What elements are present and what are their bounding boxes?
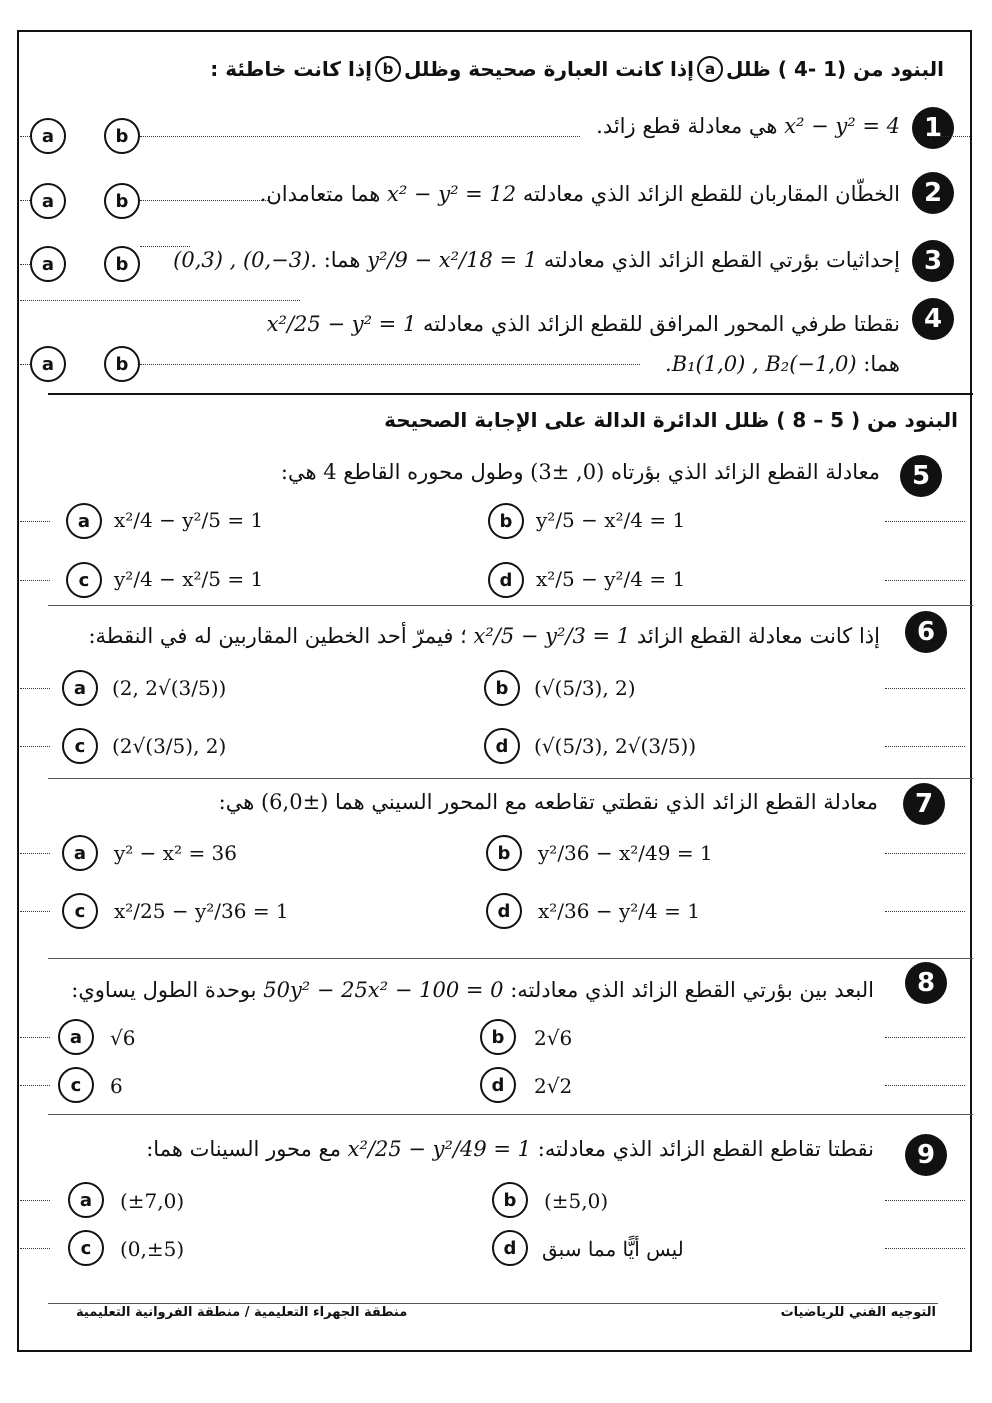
question-4-line1 <box>267 312 900 336</box>
question-5-number: 5 <box>900 455 942 497</box>
question-3-text <box>173 248 900 272</box>
q2-dotted-line <box>140 200 270 201</box>
q8-post: بوحدة الطول يساوي: <box>71 978 257 1002</box>
q5-option-b[interactable]: b <box>488 503 524 539</box>
question-7-number: 7 <box>903 783 945 825</box>
q1-dotted-line <box>140 136 580 137</box>
section1-header-c: إذا كانت خاطئة : <box>210 57 372 81</box>
q1-option-a[interactable]: a <box>30 118 66 154</box>
footer-rule <box>48 1303 938 1304</box>
q5-option-a[interactable]: a <box>66 503 102 539</box>
margin-dots-7 <box>885 688 965 689</box>
q2-pre: الخطّان المقاربان للقطع الزائد الذي معادلته <box>522 182 900 206</box>
section-divider <box>48 393 973 395</box>
true-mark-circle: a <box>697 56 723 82</box>
false-mark-circle: b <box>375 56 401 82</box>
q1-dotted-right <box>930 136 970 137</box>
question-3-number: 3 <box>912 240 954 282</box>
section1-header <box>210 56 944 82</box>
q3-pre: إحداثيات بؤرتي القطع الزائد الذي معادلته <box>543 248 900 272</box>
q6-post: ؛ فيمرّ أحد الخطين المقاربين له في النقطة: <box>88 624 467 648</box>
q4-points: .B₁(1,0) , B₂(−1,0) <box>665 352 857 376</box>
q9-option-b[interactable]: b <box>492 1182 528 1218</box>
footer-left: منطقة الجهراء التعليمية / منطقة الفروانية التعليمية <box>76 1305 408 1320</box>
q8-option-c-value: 6 <box>110 1074 123 1098</box>
q9-option-c-value: (0,±5) <box>120 1237 185 1261</box>
question-2-number: 2 <box>912 172 954 214</box>
q6-option-c[interactable]: c <box>62 728 98 764</box>
q1-equation: x² − y² = 4 <box>784 114 900 138</box>
q6-option-a-value: (2, 2√(3/5)) <box>112 676 227 700</box>
question-2-text <box>260 182 900 206</box>
question-1-number: 1 <box>912 107 954 149</box>
question-8-number: 8 <box>905 962 947 1004</box>
q9-option-d-value: ليس أيًّا مما سبق <box>542 1237 684 1261</box>
q8-option-a-value: √6 <box>110 1026 136 1050</box>
q2-equation: x² − y² = 12 <box>387 182 517 206</box>
q2-post: هما متعامدان. <box>259 182 381 206</box>
q5-option-a-value: x²/4 − y²/5 = 1 <box>114 508 264 532</box>
q6-divider <box>48 778 973 779</box>
margin-dots-13 <box>20 1037 50 1038</box>
section1-header-b: إذا كانت العبارة صحيحة وظلل <box>403 57 695 81</box>
margin-dots-11 <box>885 853 965 854</box>
q8-option-d-value: 2√2 <box>534 1074 573 1098</box>
margin-dots-6 <box>20 746 50 747</box>
margin-dots-16 <box>885 1085 965 1086</box>
q2-option-b[interactable]: b <box>104 183 140 219</box>
q5-option-b-value: y²/5 − x²/4 = 1 <box>536 508 686 532</box>
q4-line2: هما: <box>863 352 900 376</box>
footer-right: التوجيه الفني للرياضيات <box>780 1305 936 1320</box>
q7-divider <box>48 958 973 959</box>
q6-option-a[interactable]: a <box>62 670 98 706</box>
q8-option-c[interactable]: c <box>58 1067 94 1103</box>
q7-option-b-value: y²/36 − x²/49 = 1 <box>538 841 713 865</box>
margin-dots-5 <box>20 688 50 689</box>
q6-option-c-value: (2√(3/5), 2) <box>112 734 227 758</box>
q7-option-a[interactable]: a <box>62 835 98 871</box>
question-4-number: 4 <box>912 298 954 340</box>
q9-option-a[interactable]: a <box>68 1182 104 1218</box>
q3-dotted-line <box>140 246 190 247</box>
margin-dots-4 <box>885 580 965 581</box>
section1-header-a: البنود من (1 -4 ) ظلل <box>726 57 944 81</box>
margin-dots-20 <box>885 1248 965 1249</box>
margin-dots-17 <box>20 1200 50 1201</box>
q3-option-b[interactable]: b <box>104 246 140 282</box>
q5-option-c-value: y²/4 − x²/5 = 1 <box>114 567 264 591</box>
q4-dotted-line <box>140 364 640 365</box>
margin-dots-19 <box>885 1200 965 1201</box>
question-8-text <box>71 978 874 1002</box>
q9-equation: x²/25 − y²/49 = 1 <box>347 1137 532 1161</box>
q3-option-a[interactable]: a <box>30 246 66 282</box>
q7-option-c[interactable]: c <box>62 893 98 929</box>
q1-option-b[interactable]: b <box>104 118 140 154</box>
q6-option-b-value: (√(5/3), 2) <box>534 676 636 700</box>
q8-equation: 50y² − 25x² − 100 = 0 <box>263 978 504 1002</box>
q9-post: مع محور السينات هما: <box>146 1137 341 1161</box>
q6-option-d-value: (√(5/3), 2√(3/5)) <box>534 734 697 758</box>
q4-option-b[interactable]: b <box>104 346 140 382</box>
margin-dots-14 <box>20 1085 50 1086</box>
q9-option-d[interactable]: d <box>492 1230 528 1266</box>
q4-pre: نقطتا طرفي المحور المرافق للقطع الزائد الذي معادلته <box>423 312 900 336</box>
q9-option-c[interactable]: c <box>68 1230 104 1266</box>
q3-points: (0,3) , (0,−3). <box>173 248 318 272</box>
q5-option-d-value: x²/5 − y²/4 = 1 <box>536 567 686 591</box>
margin-dots-10 <box>20 911 50 912</box>
q8-option-b-value: 2√6 <box>534 1026 573 1050</box>
margin-dots-8 <box>885 746 965 747</box>
question-5-text: معادلة القطع الزائد الذي بؤرتاه (0, ±3) وطول محوره القاطع 4 هي: <box>280 460 880 484</box>
q9-option-b-value: (±5,0) <box>544 1189 609 1213</box>
q7-option-d[interactable]: d <box>486 893 522 929</box>
q8-divider <box>48 1114 973 1115</box>
q5-option-c[interactable]: c <box>66 562 102 598</box>
q8-pre: البعد بين بؤرتي القطع الزائد الذي معادلته: <box>510 978 874 1002</box>
margin-dots-9 <box>20 853 50 854</box>
q7-option-d-value: x²/36 − y²/4 = 1 <box>538 899 700 923</box>
q5-divider <box>48 605 973 606</box>
margin-dots-18 <box>20 1248 50 1249</box>
q1-statement: هي معادلة قطع زائد. <box>596 114 778 138</box>
q8-option-d[interactable]: d <box>480 1067 516 1103</box>
question-6-text <box>88 624 880 648</box>
question-9-text <box>146 1137 874 1161</box>
q9-pre: نقطتا تقاطع القطع الزائد الذي معادلته: <box>537 1137 874 1161</box>
q3-post: هما: <box>323 248 361 272</box>
q5-option-d[interactable]: d <box>488 562 524 598</box>
q4-equation: x²/25 − y² = 1 <box>266 312 417 336</box>
question-9-number: 9 <box>905 1134 947 1176</box>
section2-header: البنود من ( 5 – 8 ) ظلل الدائرة الدالة على الإجابة الصحيحة <box>384 408 958 432</box>
margin-dots-15 <box>885 1037 965 1038</box>
margin-dots-2 <box>20 580 50 581</box>
q9-option-a-value: (±7,0) <box>120 1189 185 1213</box>
question-7-text: معادلة القطع الزائد الذي نقطتي تقاطعه مع المحور السيني هما (±6,0) هي: <box>218 790 878 814</box>
margin-dots-1 <box>20 521 50 522</box>
q2-option-a[interactable]: a <box>30 183 66 219</box>
q6-option-b[interactable]: b <box>484 670 520 706</box>
q4-dotted-top <box>20 300 300 301</box>
q6-option-d[interactable]: d <box>484 728 520 764</box>
question-6-number: 6 <box>905 611 947 653</box>
q8-option-a[interactable]: a <box>58 1019 94 1055</box>
q8-option-b[interactable]: b <box>480 1019 516 1055</box>
q7-option-a-value: y² − x² = 36 <box>114 841 238 865</box>
q6-equation: x²/5 − y²/3 = 1 <box>473 624 631 648</box>
q6-pre: إذا كانت معادلة القطع الزائد <box>636 624 880 648</box>
margin-dots-3 <box>885 521 965 522</box>
q4-option-a[interactable]: a <box>30 346 66 382</box>
margin-dots-12 <box>885 911 965 912</box>
question-1-text <box>596 114 900 138</box>
q7-option-c-value: x²/25 − y²/36 = 1 <box>114 899 289 923</box>
question-4-line2 <box>665 352 900 376</box>
q3-equation: y²/9 − x²/18 = 1 <box>367 248 538 272</box>
q7-option-b[interactable]: b <box>486 835 522 871</box>
